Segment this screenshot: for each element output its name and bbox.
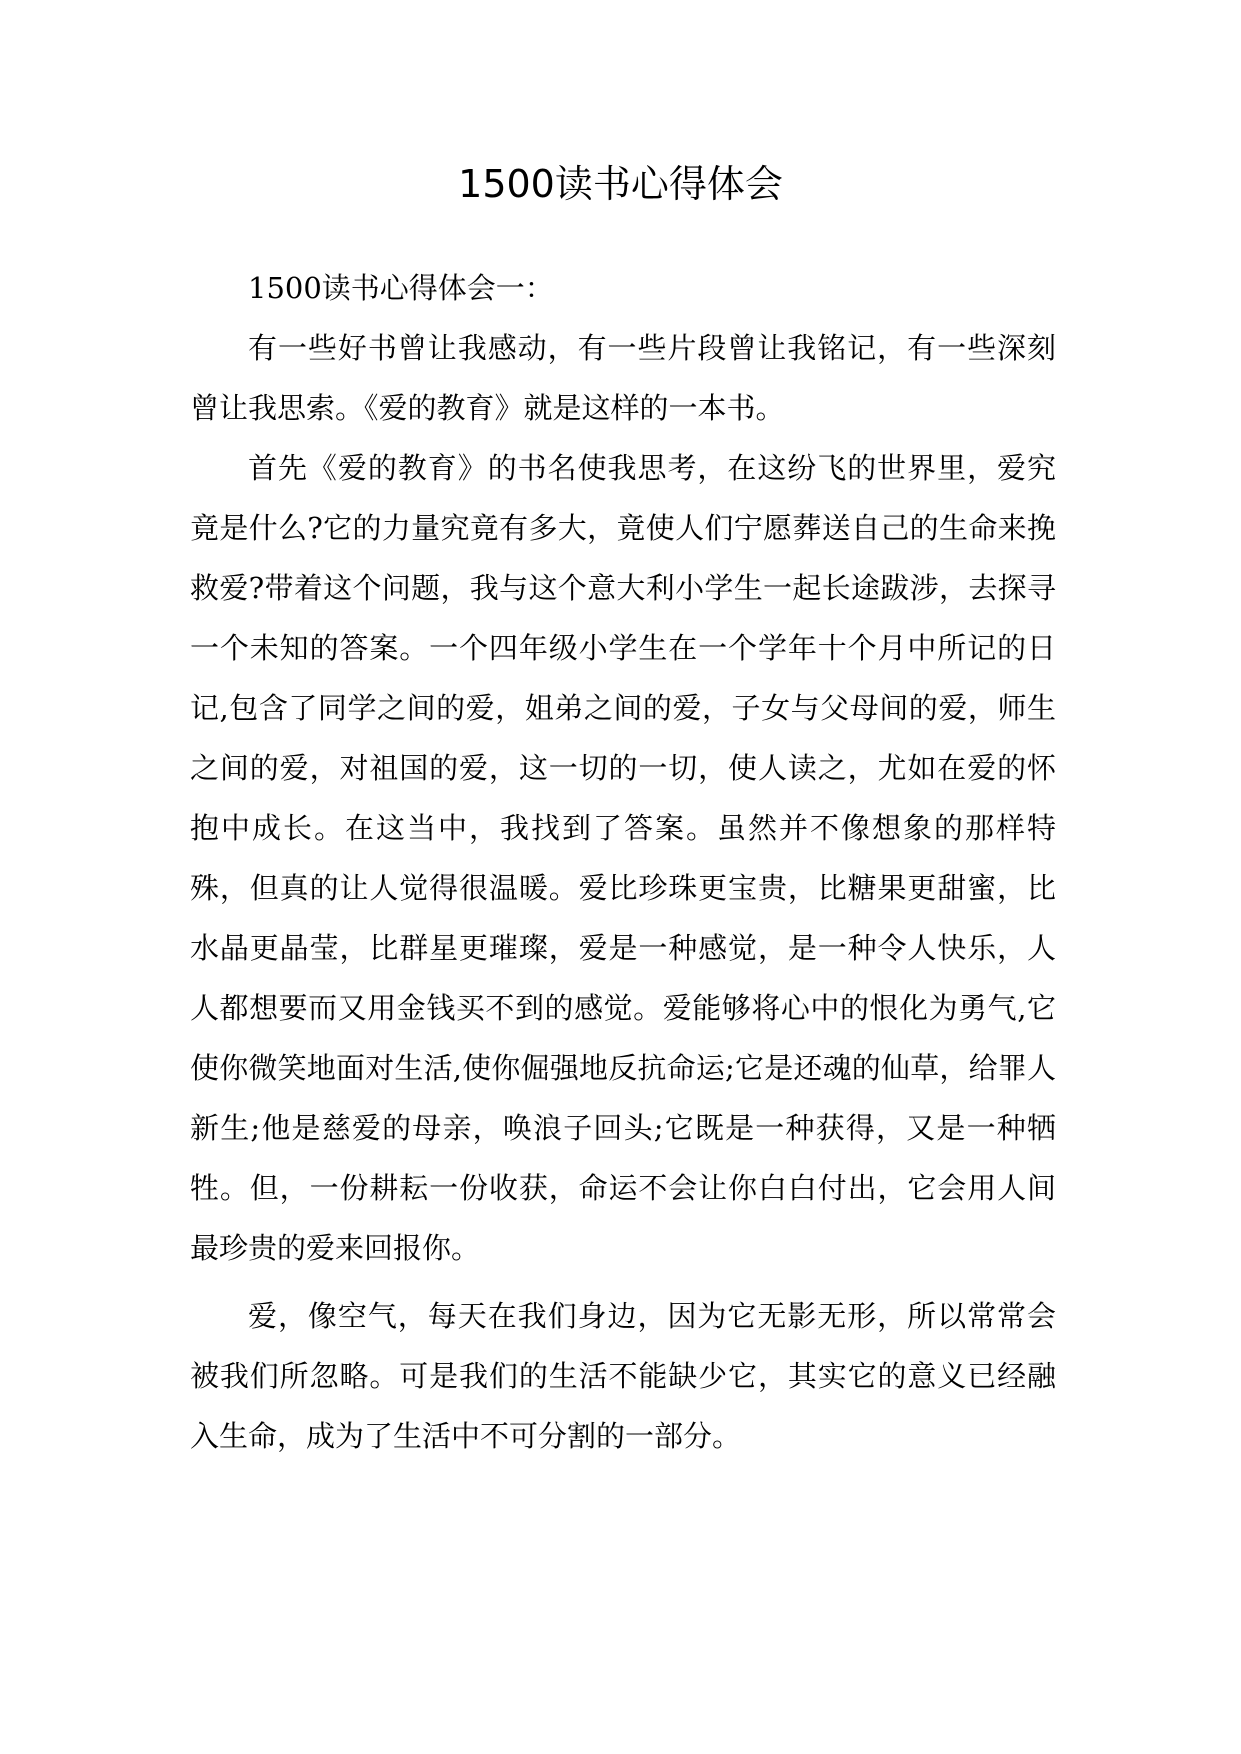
document-body [190, 258, 1056, 1466]
document-title: 1500读书心得体会 [458, 162, 783, 206]
paragraph-3: 爱，像空气，每天在我们身边，因为它无影无形，所以常常会被我们所忽略。可是我们的生活不能缺少它，其实它的意义已经融入生命，成为了生活中不可分割的一部分。 [190, 1299, 1056, 1453]
section-heading: 1500读书心得体会一： [248, 271, 554, 305]
paragraph-1: 有一些好书曾让我感动，有一些片段曾让我铭记，有一些深刻曾让我思索。《爱的教育》就是这样的一本书。 [190, 331, 1056, 425]
paragraph-2: 首先《爱的教育》的书名使我思考，在这纷飞的世界里，爱究竟是什么?它的力量究竟有多大，竟使人们宁愿葬送自己的生命来挽救爱?带着这个问题，我与这个意大利小学生一起长途跋涉，去探寻一个未知的答案。一个四年级小学生在一个学年十个月中所记的日记,包含了同学之间的爱，姐弟之间的爱，子女与父母间的爱，师生之间的爱，对祖国的爱，这一切的一切，使人读之，尤如在爱的怀抱中成长。在这当中，我找到了答案。虽然并不像想象的那样特殊，但真的让人觉得很温暖。爱比珍珠更宝贵，比糖果更甜蜜，比水晶更晶莹，比群星更璀璨，爱是一种感觉，是一种令人快乐，人人都想要而又用金钱买不到的感觉。爱能够将心中的恨化为勇气,它使你微笑地面对生活,使你倔强地反抗命运;它是还魂的仙草，给罪人新生;他是慈爱的母亲，唤浪子回头;它既是一种获得，又是一种牺牲。但，一份耕耘一份收获，命运不会让你白白付出，它会用人间最珍贵的爱来回报你。 [190, 451, 1056, 1265]
